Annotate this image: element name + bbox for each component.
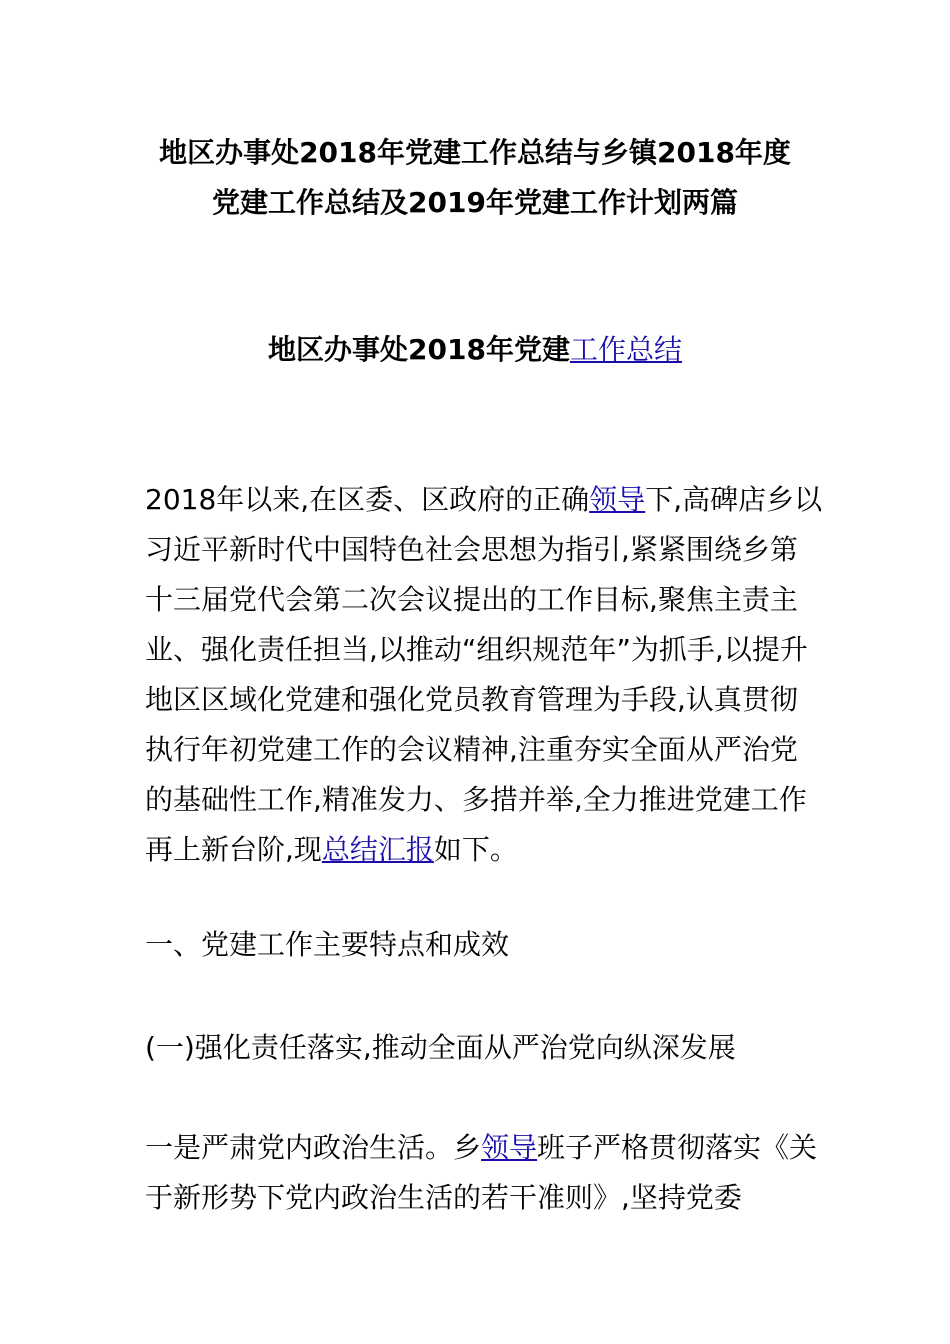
section-title-text: 地区办事处2018年党建 bbox=[268, 333, 570, 366]
heading-level-2: (一)强化责任落实,推动全面从严治党向纵深发展 bbox=[145, 1031, 736, 1064]
body-text-2: 班子严格贯彻落实《关于新形势下党内政治生活的若干准则》,坚持党委 bbox=[145, 1131, 818, 1214]
section-title-link[interactable]: 工作总结 bbox=[569, 333, 682, 366]
intro-text-2: 下,高碑店乡以习近平新时代中国特色社会思想为指引,紧紧围绕乡第十三届党代会第二次会议提出的工作目标,聚焦主责主业、强化责任担当,以推动“组织规范年”为抓手,以提升地区区域化党建和强化党员教育管理为手段,认真贯彻执行年初党建工作的会议精神,注重夯实全面从严治党的基础性工作,精准发力、多措并举,全力推进党建工作再上新台阶,现 bbox=[145, 483, 823, 866]
leadership-link[interactable]: 领导 bbox=[589, 483, 646, 516]
body-text-1: 一是严肃党内政治生活。乡 bbox=[145, 1131, 482, 1164]
document-title-line-2: 党建工作总结及2019年党建工作计划两篇 bbox=[212, 186, 738, 219]
section-title bbox=[100, 325, 850, 375]
intro-text-1: 2018年以来,在区委、区政府的正确 bbox=[145, 483, 590, 516]
heading-level-1: 一、党建工作主要特点和成效 bbox=[145, 928, 510, 961]
body-paragraph bbox=[145, 1123, 825, 1223]
document-title bbox=[100, 128, 850, 228]
summary-report-link[interactable]: 总结汇报 bbox=[321, 833, 434, 866]
intro-paragraph bbox=[145, 475, 825, 875]
intro-text-3: 如下。 bbox=[433, 833, 518, 866]
document-title-line-1: 地区办事处2018年党建工作总结与乡镇2018年度 bbox=[159, 136, 791, 169]
leadership-link-2[interactable]: 领导 bbox=[481, 1131, 538, 1164]
